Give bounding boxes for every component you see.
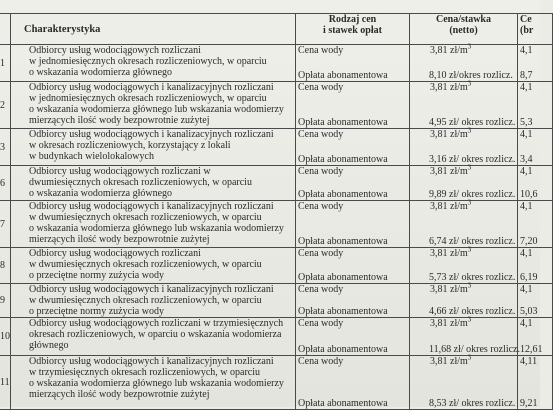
characteristics-line: mierzących ilość wody bezpowrotnie zużytej bbox=[29, 234, 210, 245]
row-characteristics bbox=[11, 45, 296, 82]
characteristics-line: o przeciętne normy zużycia wody bbox=[29, 306, 164, 317]
header-net-rate-line1: Cena/stawka bbox=[435, 14, 491, 25]
characteristics-line: mierzących ilość wody bezpowrotnie zużytej bbox=[29, 389, 210, 400]
row-net-rate bbox=[410, 42, 518, 82]
table-row bbox=[0, 82, 553, 129]
tariff-table bbox=[0, 13, 553, 410]
row-number: 9 bbox=[0, 284, 11, 318]
header-row bbox=[0, 14, 553, 45]
header-net-rate-line2: (netto) bbox=[449, 25, 478, 36]
row-characteristics bbox=[11, 318, 296, 356]
row-price-type bbox=[296, 318, 410, 356]
header-gross-rate bbox=[518, 14, 553, 45]
characteristics-line: w trzymiesięcznych okresach rozliczeniowych, w oparciu bbox=[29, 367, 261, 378]
table-row bbox=[0, 356, 553, 410]
gross-water-price: 4,1 bbox=[520, 201, 533, 212]
cubic-superscript: 3 bbox=[467, 315, 472, 324]
row-price-type bbox=[296, 201, 410, 248]
water-price-label: Cena wody bbox=[298, 201, 344, 212]
water-price-label: Cena wody bbox=[298, 129, 344, 140]
characteristics-line: Odbiorcy usług wodociągowych i kanalizacyjnych rozliczani bbox=[29, 82, 274, 93]
header-price-type-line1: Rodzaj cen bbox=[328, 14, 377, 25]
water-price-text: 3,81 zł/m bbox=[430, 248, 468, 259]
water-price-label: Cena wody bbox=[298, 356, 344, 367]
cubic-superscript: 3 bbox=[467, 126, 472, 135]
cubic-superscript: 3 bbox=[467, 281, 472, 290]
row-number: 3 bbox=[0, 129, 11, 166]
gross-water-price: 4,1 bbox=[520, 45, 533, 56]
gross-water-price: 4,1 bbox=[520, 129, 533, 140]
characteristics-line: o wskazania wodomierza głównego lub wskazania wodomierzy bbox=[29, 104, 284, 115]
water-price-text: 3,81 zł/m bbox=[430, 318, 468, 329]
row-price-type bbox=[296, 129, 410, 166]
characteristics-line: o przeciętne normy zużycia wody bbox=[29, 270, 164, 281]
water-price-text: 3,81 zł/m bbox=[430, 82, 468, 93]
water-price-label: Cena wody bbox=[298, 248, 344, 259]
table-row bbox=[0, 166, 553, 201]
gross-water-price: 4,1 bbox=[520, 248, 533, 259]
water-price-text: 3,81 zł/m bbox=[430, 166, 468, 177]
characteristics-line: Odbiorcy usług wodociągowych i kanalizacyjnych rozliczani bbox=[29, 201, 274, 212]
subscription-fee-label: Opłata abonamentowa bbox=[298, 189, 388, 200]
cubic-superscript: 3 bbox=[467, 163, 472, 172]
subscription-fee-label: Opłata abonamentowa bbox=[298, 154, 388, 165]
characteristics-line: o wskazania wodomierza głównego lub wskazania wodomierzy bbox=[29, 223, 284, 234]
characteristics-line: Odbiorcy usług wodociągowych i kanalizacyjnych rozliczani bbox=[29, 356, 274, 367]
water-price-label: Cena wody bbox=[298, 284, 344, 295]
characteristics-line: mierzących ilość wody bezpowrotnie zużytej bbox=[29, 115, 210, 126]
characteristics-line: Odbiorcy usług wodociągowych rozliczani bbox=[29, 248, 201, 259]
row-price-type bbox=[296, 356, 410, 410]
row-number: 2 bbox=[0, 82, 11, 129]
subscription-fee-label: Opłata abonamentowa bbox=[298, 306, 388, 317]
water-price-label: Cena wody bbox=[298, 318, 344, 329]
row-characteristics bbox=[11, 166, 296, 201]
water-price-value bbox=[412, 42, 515, 56]
row-net-rate bbox=[410, 198, 518, 248]
characteristics-line: w jednomiesięcznych okresach rozliczeniowych, w oparciu bbox=[29, 56, 267, 67]
characteristics-line: Odbiorcy usług wodociągowych i kanalizacyjnych rozliczani bbox=[29, 129, 274, 140]
gross-water-price: 4,11 bbox=[520, 356, 538, 367]
water-price-value bbox=[412, 353, 515, 367]
table-row bbox=[0, 318, 553, 356]
row-gross-rate bbox=[518, 82, 553, 129]
characteristics-line: w dwumiesięcznych okresach rozliczeniowych, w oparciu bbox=[29, 295, 262, 306]
row-net-rate bbox=[410, 353, 518, 410]
subscription-fee-label: Opłata abonamentowa bbox=[298, 398, 388, 409]
row-net-rate bbox=[410, 126, 518, 166]
gross-water-price: 4,1 bbox=[520, 82, 533, 93]
subscription-fee-label: Opłata abonamentowa bbox=[298, 272, 388, 283]
subscription-fee-label: Opłata abonamentowa bbox=[298, 117, 388, 128]
cubic-superscript: 3 bbox=[467, 353, 472, 362]
characteristics-line: w budynkach wielolokalowych bbox=[29, 151, 154, 162]
table-row bbox=[0, 284, 553, 318]
row-gross-rate bbox=[518, 201, 553, 248]
gross-subscription-fee: 10,6 bbox=[520, 189, 538, 200]
gross-subscription-fee: 9,21 bbox=[520, 398, 538, 409]
header-price-type bbox=[296, 14, 410, 45]
header-gross-rate-line2: (br bbox=[520, 25, 534, 36]
characteristics-line: w dwumiesięcznych okresach rozliczeniowych, w oparciu bbox=[29, 259, 262, 270]
gross-subscription-fee: 5,03 bbox=[520, 306, 538, 317]
characteristics-line: Odbiorcy usług wodociągowych rozliczani w bbox=[29, 166, 211, 177]
subscription-fee-value: 4,95 zł/ okres rozlicz. bbox=[429, 117, 516, 128]
row-price-type bbox=[296, 45, 410, 82]
subscription-fee-value: 8,10 zł/okres rozlicz. bbox=[429, 70, 513, 81]
subscription-fee-value: 3,16 zł/ okres rozlicz. bbox=[429, 154, 516, 165]
row-gross-rate bbox=[518, 166, 553, 201]
row-characteristics bbox=[11, 248, 296, 284]
gross-water-price: 4,1 bbox=[520, 318, 533, 329]
subscription-fee-label: Opłata abonamentowa bbox=[298, 236, 388, 247]
row-net-rate bbox=[410, 245, 518, 284]
row-price-type bbox=[296, 166, 410, 201]
characteristics-line: Odbiorcy usług wodociągowych rozliczani w trzymiesięcznych bbox=[29, 318, 284, 329]
cubic-superscript: 3 bbox=[467, 79, 472, 88]
row-gross-rate bbox=[518, 129, 553, 166]
cubic-superscript: 3 bbox=[467, 42, 472, 51]
subscription-fee-value: 6,74 zł/ okres rozlicz. bbox=[429, 236, 516, 247]
characteristics-line: okresach rozliczeniowych, w oparciu o wskazania wodomierza bbox=[29, 329, 282, 340]
gross-subscription-fee: 3,4 bbox=[520, 154, 533, 165]
subscription-fee-label: Opłata abonamentowa bbox=[298, 70, 388, 81]
header-characteristics: Charakterystyka bbox=[11, 14, 296, 45]
subscription-fee-value: 9,89 zł/ okres rozlicz. bbox=[429, 189, 516, 200]
header-gross-rate-line1: Ce bbox=[520, 14, 532, 25]
row-gross-rate bbox=[518, 45, 553, 82]
table-row bbox=[0, 201, 553, 248]
row-characteristics bbox=[11, 201, 296, 248]
water-price-value bbox=[412, 198, 515, 212]
gross-water-price: 4,1 bbox=[520, 166, 533, 177]
subscription-fee-value: 8,53 zł/ okres rozlicz. bbox=[429, 398, 516, 409]
row-characteristics bbox=[11, 284, 296, 318]
water-price-value bbox=[412, 126, 515, 140]
characteristics-line: w okresach rozliczeniowych, korzystający z lokali bbox=[29, 140, 231, 151]
water-price-text: 3,81 zł/m bbox=[430, 284, 468, 295]
row-number: 10 bbox=[0, 318, 11, 356]
water-price-value bbox=[412, 315, 515, 329]
row-number: 8 bbox=[0, 248, 11, 284]
characteristics-line: Odbiorcy usług wodociągowych rozliczani bbox=[29, 45, 201, 56]
row-net-rate bbox=[410, 281, 518, 318]
row-gross-rate bbox=[518, 356, 553, 410]
row-number: 6 bbox=[0, 166, 11, 201]
table-row bbox=[0, 248, 553, 284]
gross-subscription-fee: 5,3 bbox=[520, 117, 533, 128]
subscription-fee-label: Opłata abonamentowa bbox=[298, 344, 388, 355]
gross-subscription-fee: 8,7 bbox=[520, 70, 533, 81]
characteristics-line: o wskazania wodomierza głównego lub wskazania wodomierzy bbox=[29, 378, 284, 389]
row-price-type bbox=[296, 248, 410, 284]
water-price-label: Cena wody bbox=[298, 45, 344, 56]
water-price-text: 3,81 zł/m bbox=[430, 129, 468, 140]
gross-subscription-fee: 7,20 bbox=[520, 236, 538, 247]
water-price-text: 3,81 zł/m bbox=[430, 201, 468, 212]
row-net-rate bbox=[410, 79, 518, 129]
header-net-rate bbox=[410, 14, 518, 45]
row-characteristics bbox=[11, 129, 296, 166]
header-price-type-line2: i stawek opłat bbox=[323, 25, 382, 36]
water-price-label: Cena wody bbox=[298, 82, 344, 93]
row-gross-rate bbox=[518, 248, 553, 284]
subscription-fee-value: 11,68 zł/ okres rozlicz. bbox=[429, 344, 520, 355]
row-net-rate bbox=[410, 315, 520, 356]
row-number: 1 bbox=[0, 45, 11, 82]
row-price-type bbox=[296, 82, 410, 129]
water-price-label: Cena wody bbox=[298, 166, 344, 177]
cubic-superscript: 3 bbox=[467, 245, 472, 254]
water-price-value bbox=[412, 245, 515, 259]
row-characteristics bbox=[11, 356, 296, 410]
cubic-superscript: 3 bbox=[467, 198, 472, 207]
characteristics-line: dwumiesięcznych okresach rozliczeniowych, w oparciu bbox=[29, 177, 252, 188]
subscription-fee-value: 5,73 zł/ okres rozlicz. bbox=[429, 272, 516, 283]
water-price-text: 3,81 zł/m bbox=[430, 356, 468, 367]
subscription-fee-value: 4,66 zł/ okres rozlicz. bbox=[429, 306, 516, 317]
characteristics-line: w jednomiesięcznych okresach rozliczeniowych, w oparciu bbox=[29, 93, 267, 104]
table-body bbox=[0, 42, 553, 410]
water-price-text: 3,81 zł/m bbox=[430, 45, 468, 56]
characteristics-line: Odbiorcy usług wodociągowych i kanalizacyjnych rozliczani bbox=[29, 284, 274, 295]
water-price-value bbox=[412, 281, 515, 295]
water-price-value bbox=[412, 79, 515, 93]
table-row bbox=[0, 129, 553, 166]
gross-subscription-fee: 12,61 bbox=[520, 344, 543, 355]
gross-subscription-fee: 6,19 bbox=[520, 272, 538, 283]
header-num-cell bbox=[0, 14, 11, 45]
characteristics-line: głównego bbox=[29, 340, 69, 351]
characteristics-line: o wskazania wodomierza głównego bbox=[29, 67, 173, 78]
row-characteristics bbox=[11, 82, 296, 129]
table-row bbox=[0, 45, 553, 82]
water-price-value bbox=[412, 163, 515, 177]
row-number: 11 bbox=[0, 356, 11, 410]
gross-water-price: 4,1 bbox=[520, 284, 533, 295]
characteristics-line: w dwumiesięcznych okresach rozliczeniowych, w oparciu bbox=[29, 212, 262, 223]
characteristics-line: o wskazania wodomierza głównego bbox=[29, 188, 173, 199]
row-net-rate bbox=[410, 163, 518, 201]
row-price-type bbox=[296, 284, 410, 318]
row-number: 7 bbox=[0, 201, 11, 248]
row-gross-rate bbox=[518, 318, 553, 356]
row-gross-rate bbox=[518, 284, 553, 318]
